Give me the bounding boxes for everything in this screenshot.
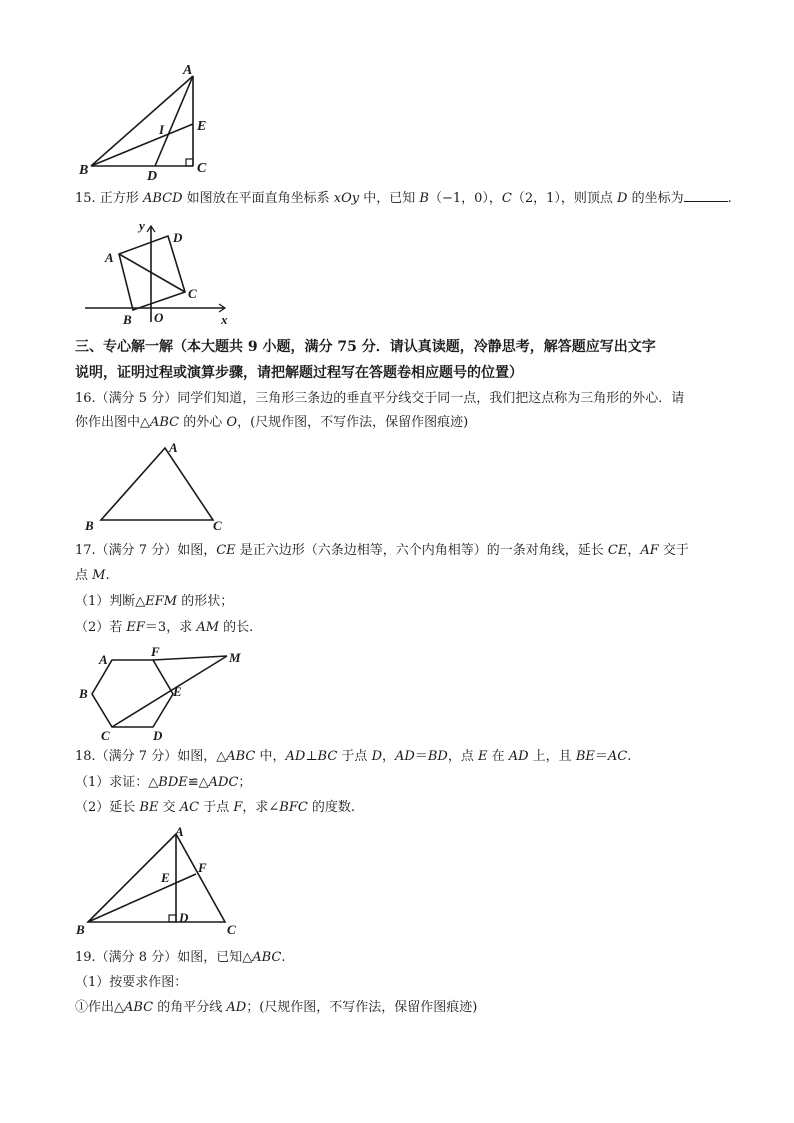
q15-b-label: B: [419, 191, 429, 206]
q18-text-d: 于点: [337, 749, 372, 764]
fig15-label-O: O: [154, 310, 164, 325]
q18-ad: AD: [285, 749, 306, 764]
q18-text-g: ，点: [447, 749, 478, 764]
q17-text-c: ，: [627, 543, 641, 558]
q17-part1-text: （1）判断△: [75, 594, 146, 609]
fig17-label-M: M: [229, 650, 241, 665]
figure-q14: [75, 62, 235, 182]
q15-text-b: 如图放在平面直角坐标系: [182, 191, 334, 206]
figure-q14-svg: [75, 62, 235, 182]
figure-q16-svg: [75, 440, 245, 532]
q18-text-h: 在: [487, 749, 509, 764]
q18-part2-text-b: 交: [158, 800, 180, 815]
q18-part1-end: ；: [238, 775, 252, 790]
q15-text-c: 中，已知: [359, 191, 420, 206]
fig17-label-C: C: [101, 728, 110, 742]
fig18-label-A: A: [175, 826, 184, 839]
fig15-label-A: A: [105, 250, 114, 265]
q15-d-label: D: [617, 191, 628, 206]
q19-sub1-abc: ABC: [124, 1000, 154, 1015]
q18-part2: [75, 798, 355, 818]
q18-text-e: ，: [382, 749, 396, 764]
q16-line1: 16.（满分 5 分）同学们知道，三角形三条边的垂直平分线交于同一点，我们把这点称为三角形的外心．请: [75, 391, 685, 406]
q18-adc: ADC: [208, 775, 239, 790]
q18-perp: ⊥: [305, 749, 318, 764]
figure-q17: [75, 646, 265, 742]
q18-text-b: 中，: [255, 749, 286, 764]
q17-part2-text-c: 的长.: [219, 620, 254, 635]
q19-part1: （1）按要求作图：: [75, 975, 188, 990]
q17-text-d: 交于: [658, 543, 689, 558]
fig16-label-C: C: [213, 518, 222, 532]
fig17-label-D: D: [153, 728, 163, 742]
q16-abc: ABC: [150, 415, 180, 430]
fig18-label-D: D: [179, 910, 189, 925]
q18-eq2: ＝: [594, 749, 608, 764]
q19-abc: ABC: [252, 950, 282, 965]
fig17-label-F: F: [151, 646, 160, 659]
q18-cong: ≌△: [187, 775, 209, 790]
fig15-label-y: y: [139, 218, 145, 233]
q18-ac: AC: [607, 749, 628, 764]
answer-blank[interactable]: [684, 189, 728, 202]
q15-text: 15. 正方形: [75, 191, 143, 206]
figure-q17-svg: [75, 646, 265, 742]
q16-o: O: [226, 415, 238, 430]
fig15-label-C: C: [188, 286, 197, 301]
section-heading: 三、专心解一解（本大题共 9 小题，满分 75 分．请认真读题，冷静思考，解答题应写出文字: [75, 339, 656, 355]
q17-part1: [75, 592, 233, 612]
fig14-label-I: I: [159, 122, 165, 137]
q18-be: BE: [575, 749, 595, 764]
figure-q15: [75, 218, 245, 330]
q18-part2-bfc: BFC: [279, 800, 308, 815]
q19-text: 19.（满分 8 分）如图，已知△: [75, 950, 253, 965]
q17-part1-text-b: 的形状；: [177, 594, 234, 609]
q18-bc: BC: [317, 749, 338, 764]
q18-part2-text: （2）延长: [75, 800, 140, 815]
fig16-triangle: [101, 448, 213, 520]
q18-part2-text-c: 于点: [199, 800, 234, 815]
fig16-label-A: A: [169, 440, 178, 455]
q19-sub1-text-c: ；(尺规作图，不写作法，保留作图痕迹): [246, 1000, 478, 1015]
fig15-shape: [85, 226, 225, 322]
fig17-label-E: E: [173, 684, 182, 699]
fig16-label-B: B: [85, 518, 94, 532]
q16-line2: [75, 413, 468, 433]
q15-c-coords: （2，1），则顶点: [511, 191, 618, 206]
q19-line1: [75, 948, 286, 968]
fig14-label-D: D: [147, 169, 158, 182]
fig18-label-B: B: [76, 922, 85, 937]
q18-bd: BD: [427, 749, 448, 764]
q17-line2: [75, 566, 110, 586]
q18-part1-text: （1）求证：△: [75, 775, 159, 790]
fig18-label-F: F: [198, 860, 207, 875]
section-heading-cont: 说明，证明过程或演算步骤，请把解题过程写在答题卷相应题号的位置）: [75, 365, 523, 381]
q16-text-c: ，(尺规作图，不写作法，保留作图痕迹): [237, 415, 469, 430]
q17-text-f: .: [105, 568, 110, 583]
q18-line1: [75, 747, 631, 767]
fig14-label-B: B: [79, 163, 89, 178]
q17-line1: [75, 541, 689, 561]
q17-m: M: [92, 568, 106, 583]
q16-text-b: 的外心: [179, 415, 227, 430]
fig15-label-D: D: [173, 230, 183, 245]
q17-part2-text-b: ＝3，求: [144, 620, 197, 635]
q17-part2-text: （2）若: [75, 620, 127, 635]
fig17-label-A: A: [99, 652, 108, 667]
fig14-shape: [91, 76, 193, 166]
q18-text-i: 上，且: [528, 749, 576, 764]
fig18-label-C: C: [227, 922, 236, 937]
q18-text-k: .: [627, 749, 632, 764]
q16-text: 你作出图中△: [75, 415, 150, 430]
figure-q16: [75, 440, 245, 532]
figure-q15-svg: [75, 218, 245, 330]
fig15-label-B: B: [123, 312, 132, 327]
q18-ad3: AD: [508, 749, 529, 764]
q15-c-label: C: [501, 191, 512, 206]
fig17-shape: [92, 656, 227, 727]
fig15-label-x: x: [221, 312, 228, 327]
q18-e: E: [477, 749, 488, 764]
q17-ce2: CE: [607, 543, 628, 558]
q18-part2-f: F: [233, 800, 243, 815]
q17-text: 17.（满分 7 分）如图，: [75, 543, 217, 558]
q18-part1: [75, 773, 251, 793]
q18-d: D: [371, 749, 382, 764]
q19-sub1: [75, 998, 477, 1018]
q15-line: [75, 189, 732, 209]
q17-part2: [75, 618, 253, 638]
fig14-label-C: C: [197, 161, 207, 176]
fig14-label-E: E: [197, 119, 207, 134]
q19-sub1-ad: AD: [226, 1000, 247, 1015]
q17-text-b: 是正六边形（六条边相等，六个内角相等）的一条对角线，延长: [235, 543, 608, 558]
q18-part2-text-e: 的度数.: [307, 800, 356, 815]
q18-part2-ac: AC: [179, 800, 200, 815]
figure-q18: [75, 826, 255, 938]
q19-sub1-text: ①作出△: [75, 1000, 124, 1015]
q18-part2-text-d: ，求∠: [242, 800, 280, 815]
q15-xoy: xOy: [333, 191, 360, 206]
q18-eq: ＝: [414, 749, 428, 764]
fig18-shape: [88, 834, 225, 922]
q17-ce: CE: [216, 543, 236, 558]
q18-ad2: AD: [395, 749, 415, 764]
figure-q18-svg: [75, 826, 255, 938]
q17-am: AM: [196, 620, 220, 635]
q17-text-e: 点: [75, 568, 93, 583]
q18-text: 18.（满分 7 分）如图，△: [75, 749, 227, 764]
q18-bde: BDE: [158, 775, 188, 790]
q15-abcd: ABCD: [142, 191, 183, 206]
fig14-label-A: A: [183, 63, 193, 78]
q19-text-b: .: [281, 950, 286, 965]
q18-abc: ABC: [226, 749, 256, 764]
q19-sub1-text-b: 的角平分线: [153, 1000, 227, 1015]
fig18-label-E: E: [161, 870, 170, 885]
q15-end: .: [727, 191, 732, 206]
q15-b-coords: （−1，0），: [428, 191, 502, 206]
fig17-label-B: B: [79, 686, 88, 701]
q18-part2-be: BE: [139, 800, 159, 815]
q17-af: AF: [640, 543, 659, 558]
q17-efm: EFM: [145, 594, 178, 609]
q17-ef: EF: [126, 620, 145, 635]
q15-text-d: 的坐标为: [627, 191, 684, 206]
